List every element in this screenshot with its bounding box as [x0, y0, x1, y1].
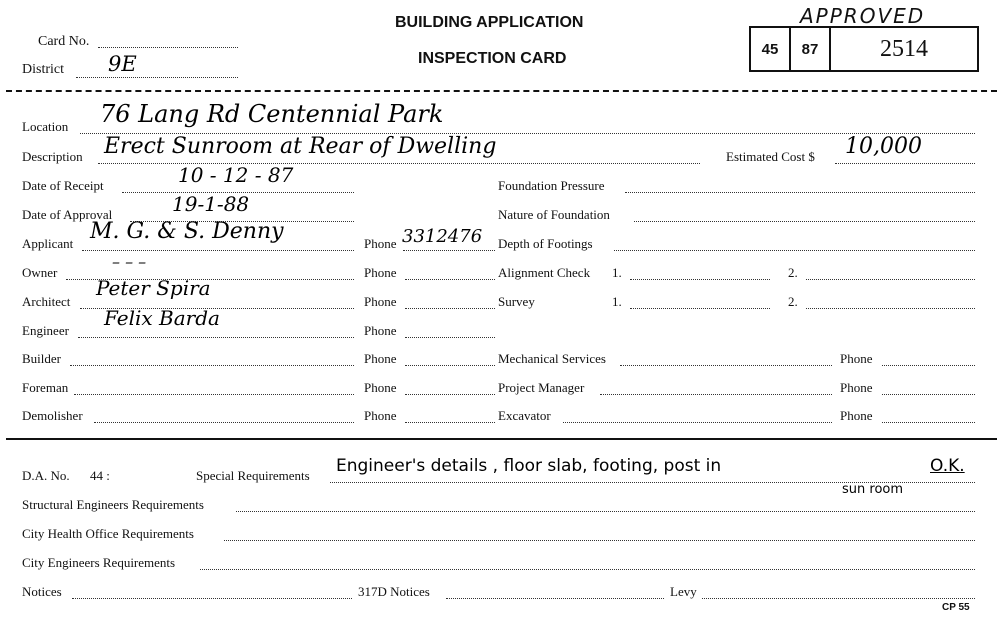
mechanical-field — [620, 365, 832, 366]
card-no-label: Card No. — [38, 34, 90, 49]
header-divider — [6, 90, 997, 92]
excavator-phone-label: Phone — [840, 408, 873, 423]
da-no-value: 44 : — [90, 468, 110, 483]
alignment-1-label: 1. — [612, 265, 622, 280]
special-requirements-ok: O.K. — [930, 456, 965, 476]
engineer-label: Engineer — [22, 323, 69, 338]
mechanical-label: Mechanical Services — [498, 351, 606, 366]
notices-field — [72, 598, 352, 599]
excavator-phone-field — [882, 422, 975, 423]
foreman-phone-label: Phone — [364, 380, 397, 395]
project-manager-label: Project Manager — [498, 380, 585, 395]
foreman-phone-field — [405, 394, 495, 395]
notices-317d-field — [446, 598, 664, 599]
demolisher-phone-field — [405, 422, 495, 423]
structural-label: Structural Engineers Requirements — [22, 497, 204, 512]
applicant-phone-label: Phone — [364, 236, 397, 251]
district-value: 9E — [108, 52, 137, 76]
owner-value: – – – — [112, 252, 147, 271]
district-field — [76, 77, 238, 78]
title-line1: BUILDING APPLICATION — [395, 14, 584, 31]
depth-footings-field — [614, 250, 975, 251]
estimated-cost-value: 10,000 — [845, 134, 922, 159]
nature-foundation-field — [634, 221, 975, 222]
foreman-field — [74, 394, 354, 395]
date-receipt-value: 10 - 12 - 87 — [178, 163, 294, 187]
engineer-field — [78, 337, 354, 338]
district-label: District — [22, 62, 64, 77]
applicant-label: Applicant — [22, 236, 74, 251]
depth-footings-label: Depth of Footings — [498, 236, 593, 251]
date-approval-value: 19-1-88 — [172, 192, 250, 216]
location-value: 76 Lang Rd Centennial Park — [100, 100, 444, 128]
foreman-label: Foreman — [22, 380, 69, 395]
estimated-cost-field — [835, 163, 975, 164]
health-label: City Health Office Requirements — [22, 526, 194, 541]
demolisher-field — [94, 422, 354, 423]
da-no-label: D.A. No. — [22, 468, 70, 483]
alignment-check-label: Alignment Check — [498, 265, 591, 280]
applicant-field — [82, 250, 354, 251]
applicant-phone-value: 3312476 — [402, 226, 483, 247]
applicant-value: M. G. & S. Denny — [90, 219, 284, 244]
engineer-phone-field — [405, 337, 495, 338]
mechanical-phone-field — [882, 365, 975, 366]
survey-label: Survey — [498, 294, 535, 309]
project-manager-field — [600, 394, 832, 395]
special-requirements-value2: sun room — [842, 482, 904, 497]
reference-box — [749, 26, 979, 72]
city-eng-label: City Engineers Requirements — [22, 555, 176, 570]
excavator-field — [563, 422, 832, 423]
estimated-cost-label: Estimated Cost $ — [726, 149, 815, 164]
builder-label: Builder — [22, 351, 61, 366]
health-field — [224, 540, 975, 541]
nature-foundation-label: Nature of Foundation — [498, 207, 610, 222]
engineer-value: Felix Barda — [104, 306, 220, 330]
levy-field — [702, 598, 975, 599]
survey-1-field — [630, 308, 770, 309]
project-manager-phone-field — [882, 394, 975, 395]
title-line2: INSPECTION CARD — [418, 50, 567, 67]
date-approval-label: Date of Approval — [22, 207, 113, 222]
demolisher-phone-label: Phone — [364, 408, 397, 423]
architect-label: Architect — [22, 294, 71, 309]
card-no-field — [98, 47, 238, 48]
levy-label: Levy — [670, 584, 697, 599]
ref-box-1: 45 — [751, 28, 791, 70]
builder-phone-label: Phone — [364, 351, 397, 366]
form-code: CP 55 — [942, 602, 970, 613]
owner-label: Owner — [22, 265, 58, 280]
alignment-2-field — [806, 279, 975, 280]
special-requirements-value: Engineer's details , floor slab, footing, post in — [336, 456, 722, 476]
description-value: Erect Sunroom at Rear of Dwelling — [104, 134, 497, 159]
engineer-phone-label: Phone — [364, 323, 397, 338]
special-requirements-label: Special Requirements — [196, 468, 310, 483]
project-manager-phone-label: Phone — [840, 380, 873, 395]
survey-1-label: 1. — [612, 294, 622, 309]
owner-phone-field — [405, 279, 495, 280]
architect-phone-label: Phone — [364, 294, 397, 309]
ref-box-3: 2514 — [880, 35, 928, 62]
builder-field — [70, 365, 354, 366]
description-label: Description — [22, 149, 83, 164]
excavator-label: Excavator — [498, 408, 551, 423]
alignment-1-field — [630, 279, 770, 280]
mechanical-phone-label: Phone — [840, 351, 873, 366]
ref-box-2: 87 — [791, 28, 831, 70]
builder-phone-field — [405, 365, 495, 366]
foundation-pressure-label: Foundation Pressure — [498, 178, 605, 193]
survey-2-field — [806, 308, 975, 309]
approved-stamp: APPROVED — [800, 4, 926, 28]
survey-2-label: 2. — [788, 294, 798, 309]
notices-label: Notices — [22, 584, 62, 599]
architect-phone-field — [405, 308, 495, 309]
city-eng-field — [200, 569, 975, 570]
alignment-2-label: 2. — [788, 265, 798, 280]
notices-317d-label: 317D Notices — [358, 584, 430, 599]
applicant-phone-field — [403, 250, 495, 251]
owner-phone-label: Phone — [364, 265, 397, 280]
structural-field — [236, 511, 975, 512]
section-divider — [6, 438, 997, 440]
location-label: Location — [22, 119, 69, 134]
date-receipt-label: Date of Receipt — [22, 178, 104, 193]
foundation-pressure-field — [625, 192, 975, 193]
demolisher-label: Demolisher — [22, 408, 83, 423]
architect-value: Peter Spira — [96, 276, 211, 300]
